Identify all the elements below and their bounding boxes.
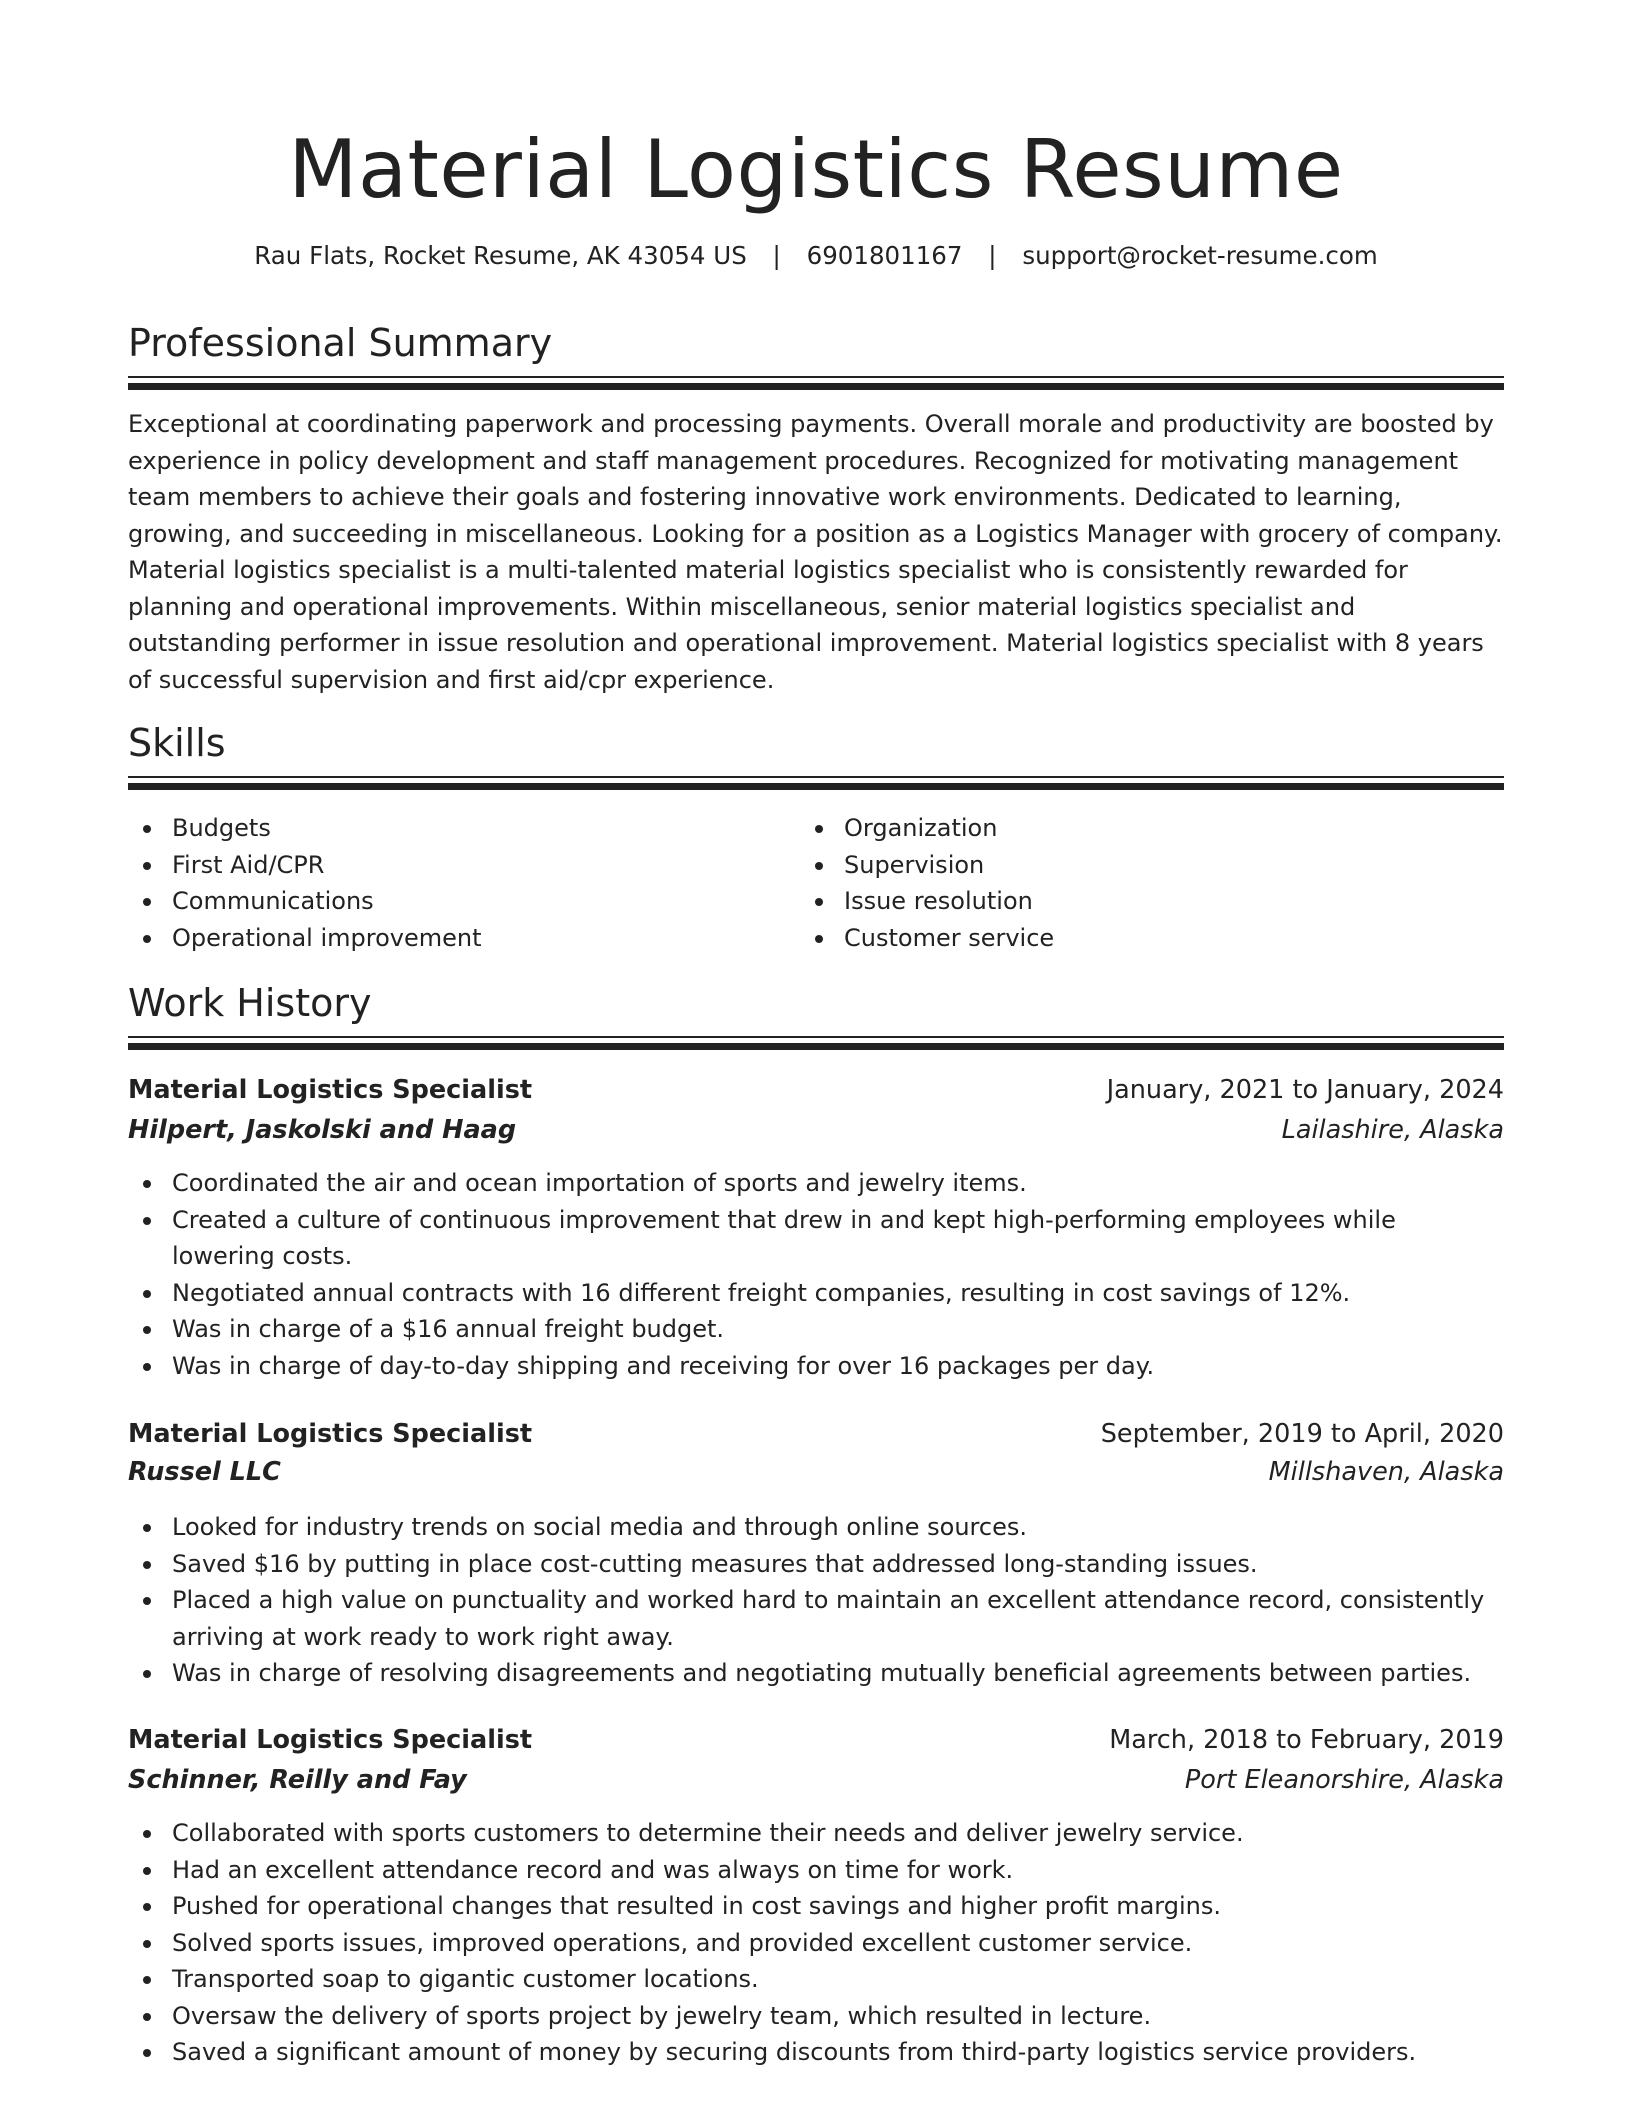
summary-heading: Professional Summary [128,321,553,365]
job-bullet: Pushed for operational changes that resulted in cost savings and higher profit margins. [128,1888,1504,1925]
job-bullet: Was in charge of a $16 annual freight budget. [128,1311,1504,1348]
resume-title: Material Logistics Resume [288,123,1344,216]
summary-divider [128,376,1504,390]
job-dates: September, 2019 to April, 2020 [1100,1419,1504,1449]
job-dates: March, 2018 to February, 2019 [1109,1725,1504,1755]
contact-phone: 6901801167 [806,241,963,270]
skill-item: Customer service [800,920,1450,957]
skill-item: Budgets [128,810,778,847]
job-bullet: Collaborated with sports customers to determine their needs and deliver jewelry service. [128,1815,1504,1852]
job-location: Port Eleanorshire, Alaska [1184,1765,1504,1795]
job-bullet-list [128,1165,1504,1384]
contact-address: Rau Flats, Rocket Resume, AK 43054 US [254,241,747,270]
contact-separator: | [988,241,997,270]
contact-separator: | [772,241,781,270]
skills-list-right [800,810,1450,956]
skill-item: Supervision [800,847,1450,884]
job-bullet: Coordinated the air and ocean importation of sports and jewelry items. [128,1165,1504,1202]
job-bullet: Oversaw the delivery of sports project by jewelry team, which resulted in lecture. [128,1998,1504,2035]
job-bullet: Created a culture of continuous improvement that drew in and kept high-performing employees while lowering costs. [128,1202,1504,1275]
job-bullet: Solved sports issues, improved operations, and provided excellent customer service. [128,1925,1504,1962]
job-company: Hilpert, Jaskolski and Haag [128,1115,517,1145]
job-location: Millshaven, Alaska [1268,1457,1504,1487]
job-location: Lailashire, Alaska [1281,1115,1504,1145]
job-title: Material Logistics Specialist [128,1725,533,1755]
work-history-heading: Work History [128,981,372,1025]
job-title: Material Logistics Specialist [128,1419,533,1449]
job-bullet: Placed a high value on punctuality and worked hard to maintain an excellent attendance record, consistently arriving at work ready to work right away. [128,1582,1504,1655]
job-company: Schinner, Reilly and Fay [128,1765,467,1795]
contact-email: support@rocket-resume.com [1022,241,1378,270]
summary-text: Exceptional at coordinating paperwork and processing payments. Overall morale and productivity are boosted by experience in policy development and staff management procedures. Recognized for motivating management team members to achieve their goals and fostering innovative work environments. Dedicated to learning, growing, and succeeding in miscellaneous. Looking for a position as a Logistics Manager with grocery of company. Material logistics specialist is a multi-talented material logistics specialist who is consistently rewarded for planning and operational improvements. Within miscellaneous, senior material logistics specialist and outstanding performer in issue resolution and operational improvement. Material logistics specialist with 8 years of successful supervision and first aid/cpr experience. [128,410,1503,694]
job-bullet: Had an excellent attendance record and was always on time for work. [128,1852,1504,1889]
job-company: Russel LLC [128,1457,281,1487]
job-dates: January, 2021 to January, 2024 [1106,1075,1504,1105]
skill-item: First Aid/CPR [128,847,778,884]
job-bullet: Saved $16 by putting in place cost-cutting measures that addressed long-standing issues. [128,1546,1504,1583]
job-bullet: Was in charge of day-to-day shipping and receiving for over 16 packages per day. [128,1348,1504,1385]
job-title: Material Logistics Specialist [128,1075,533,1105]
job-bullet: Transported soap to gigantic customer locations. [128,1961,1504,1998]
job-bullet-list [128,1815,1504,2071]
skills-list-left [128,810,778,956]
job-bullet-list [128,1509,1504,1692]
job-bullet: Was in charge of resolving disagreements and negotiating mutually beneficial agreements between parties. [128,1655,1504,1692]
skills-heading: Skills [128,721,226,765]
skill-item: Operational improvement [128,920,778,957]
skill-item: Organization [800,810,1450,847]
work-history-divider [128,1036,1504,1050]
contact-line [0,238,1632,274]
skill-item: Issue resolution [800,883,1450,920]
job-bullet: Saved a significant amount of money by securing discounts from third-party logistics service providers. [128,2034,1504,2071]
skills-divider [128,776,1504,790]
job-bullet: Looked for industry trends on social media and through online sources. [128,1509,1504,1546]
skill-item: Communications [128,883,778,920]
job-bullet: Negotiated annual contracts with 16 different freight companies, resulting in cost savings of 12%. [128,1275,1504,1312]
